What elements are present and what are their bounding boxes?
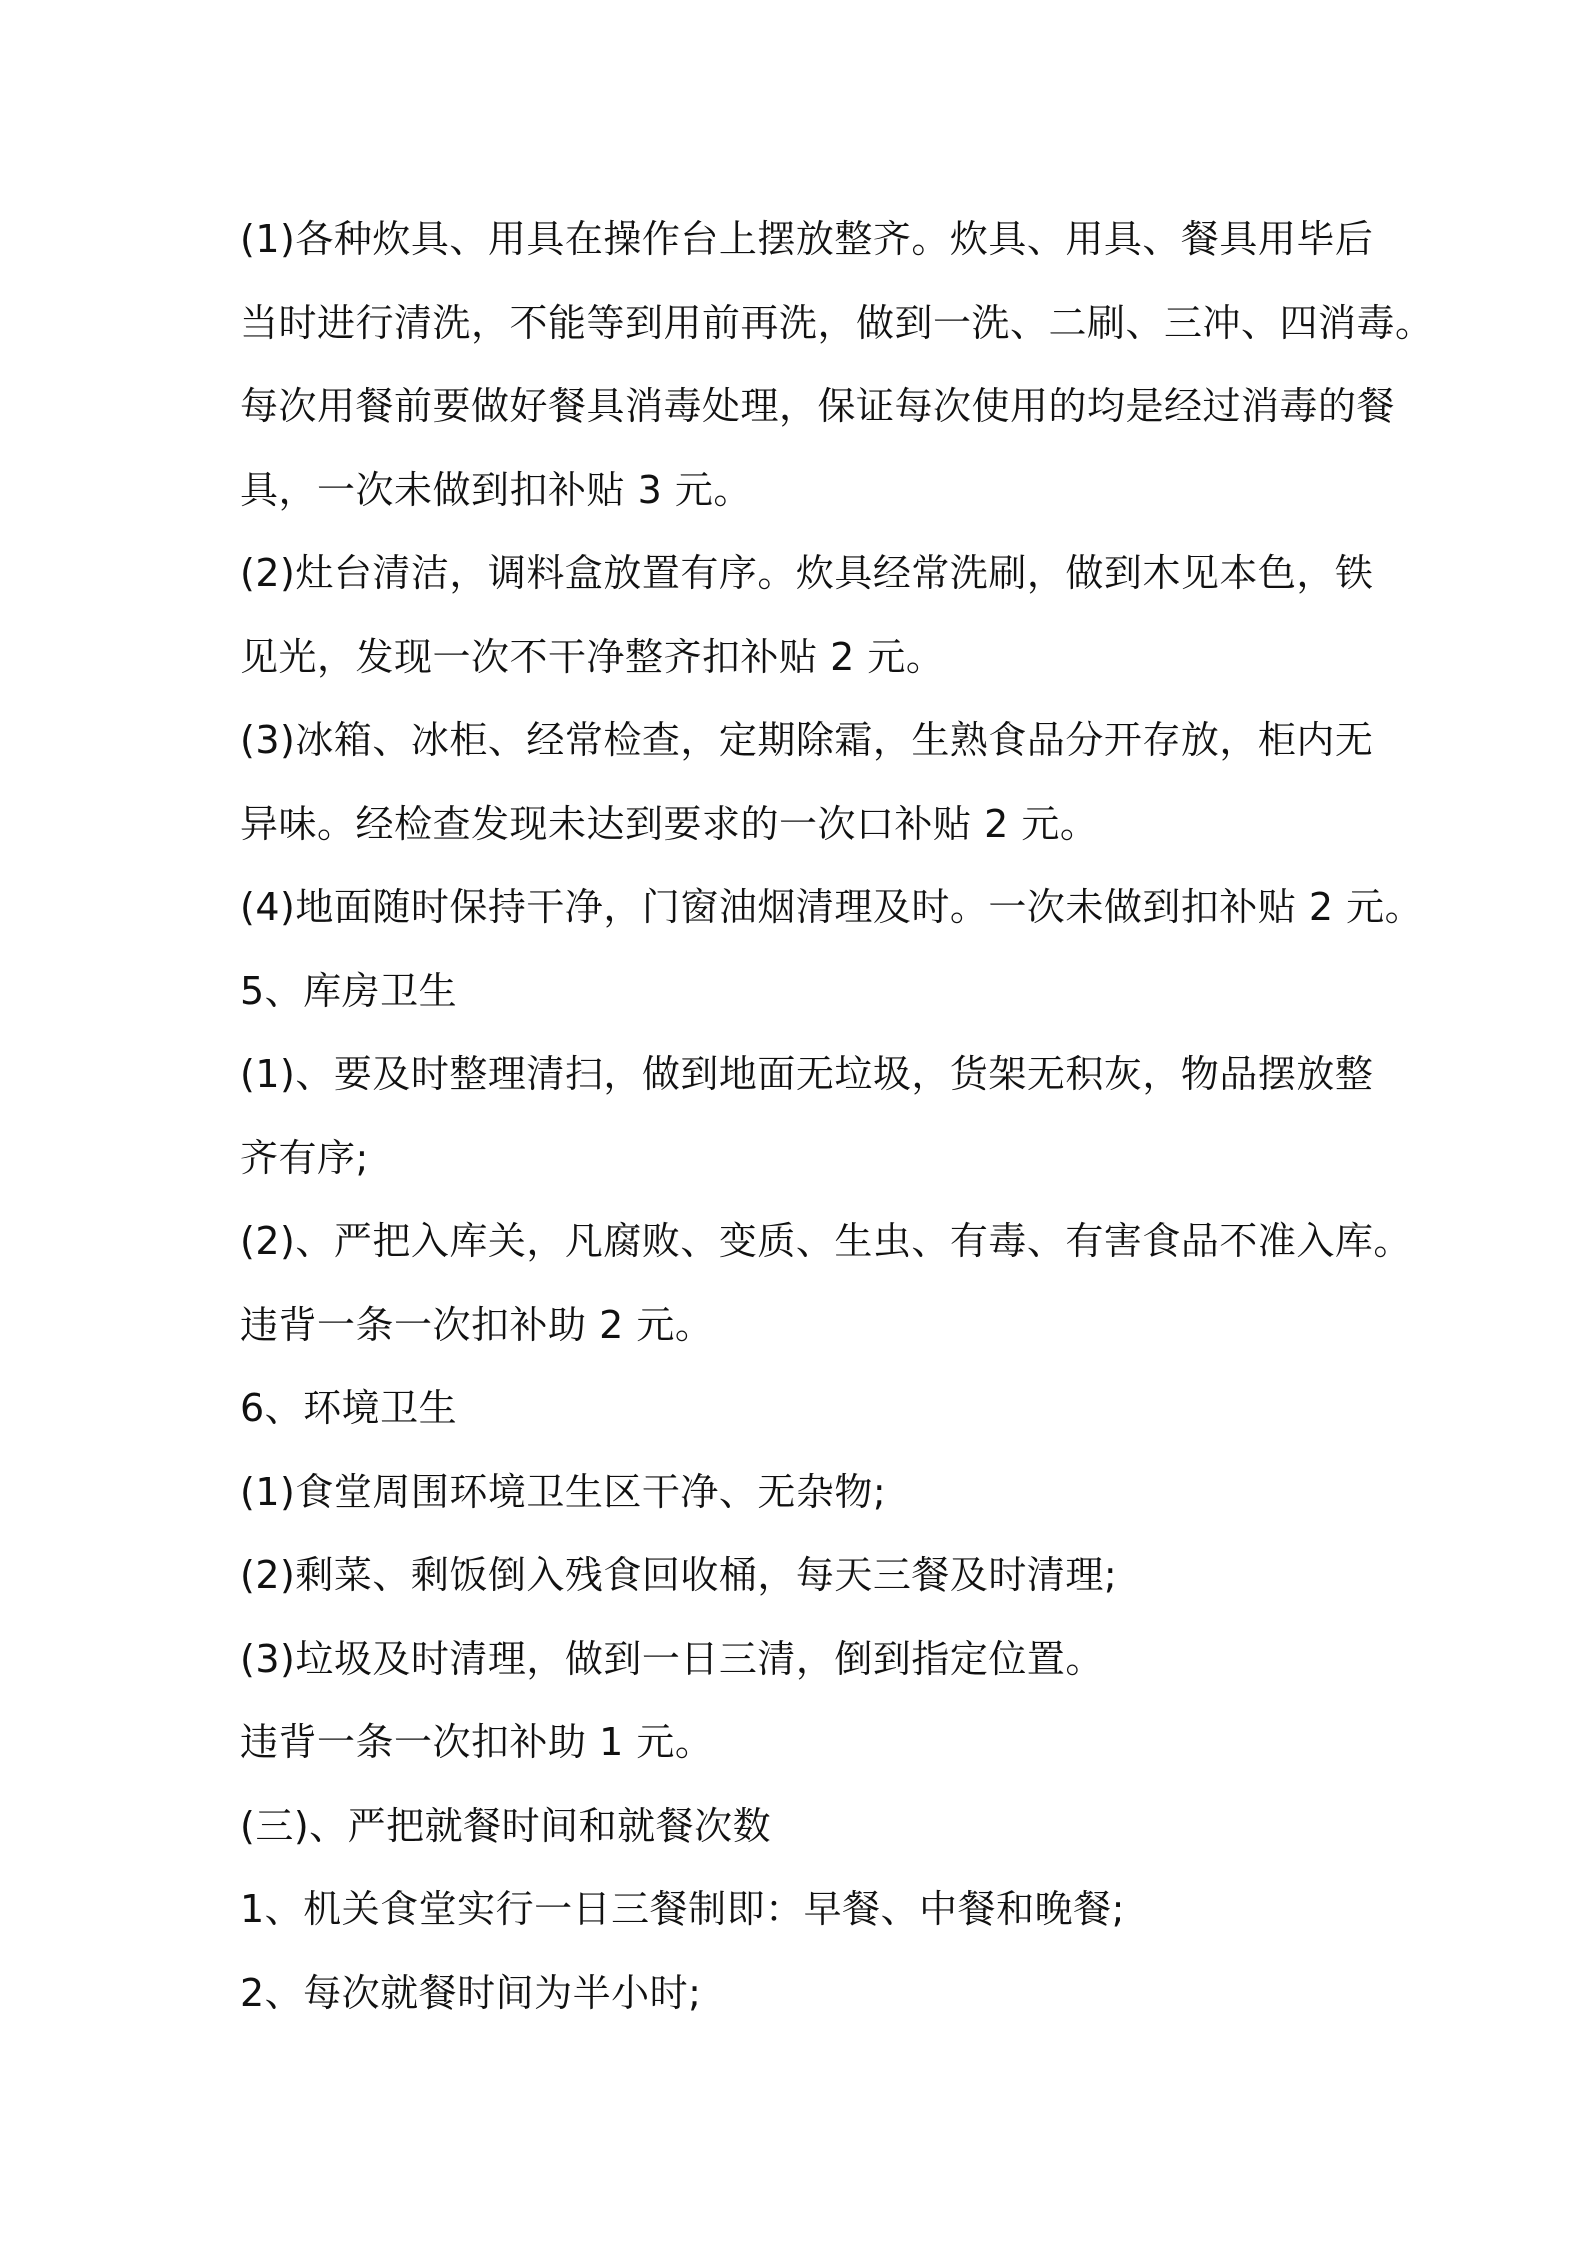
text-line: (2)灶台清洁，调料盒放置有序。炊具经常洗刷，做到木见本色，铁 [240, 551, 1374, 595]
section-heading: (三)、严把就餐时间和就餐次数 [240, 1803, 772, 1848]
text-line: (2)剩菜、剩饭倒入残食回收桶，每天三餐及时清理; [240, 1553, 1118, 1597]
text-line: (3)冰箱、冰柜、经常检查，定期除霜，生熟食品分开存放，柜内无 [240, 718, 1374, 762]
text-line: 1、机关食堂实行一日三餐制即：早餐、中餐和晚餐; [240, 1887, 1125, 1931]
section-heading: 5、库房卫生 [240, 968, 458, 1013]
text-line: 当时进行清洗，不能等到用前再洗，做到一洗、二刷、三冲、四消毒。 [240, 300, 1434, 345]
text-line: 异味。经检查发现未达到要求的一次口补贴 2 元。 [240, 801, 1099, 846]
text-line: 具，一次未做到扣补贴 3 元。 [240, 467, 752, 512]
text-line: 每次用餐前要做好餐具消毒处理，保证每次使用的均是经过消毒的餐 [240, 384, 1396, 428]
text-line: (3)垃圾及时清理，做到一日三清，倒到指定位置。 [240, 1636, 1104, 1681]
text-line: 见光，发现一次不干净整齐扣补贴 2 元。 [240, 634, 945, 679]
text-line: 违背一条一次扣补助 2 元。 [240, 1302, 714, 1347]
text-line: (4)地面随时保持干净，门窗油烟清理及时。一次未做到扣补贴 2 元。 [240, 885, 1424, 929]
text-line: 齐有序; [240, 1135, 369, 1180]
text-line: (1)各种炊具、用具在操作台上摆放整齐。炊具、用具、餐具用毕后 [240, 217, 1374, 261]
section-heading: 6、环境卫生 [240, 1386, 458, 1430]
text-line: (1)食堂周围环境卫生区干净、无杂物; [240, 1469, 887, 1514]
text-line: (2)、严把入库关，凡腐败、变质、生虫、有毒、有害食品不准入库。 [240, 1219, 1412, 1263]
text-line: 2、每次就餐时间为半小时; [240, 1970, 702, 2015]
text-line: (1)、要及时整理清扫，做到地面无垃圾，货架无积灰，物品摆放整 [240, 1052, 1374, 1096]
text-line: 违背一条一次扣补助 1 元。 [240, 1720, 714, 1764]
document-body [240, 198, 1434, 2035]
